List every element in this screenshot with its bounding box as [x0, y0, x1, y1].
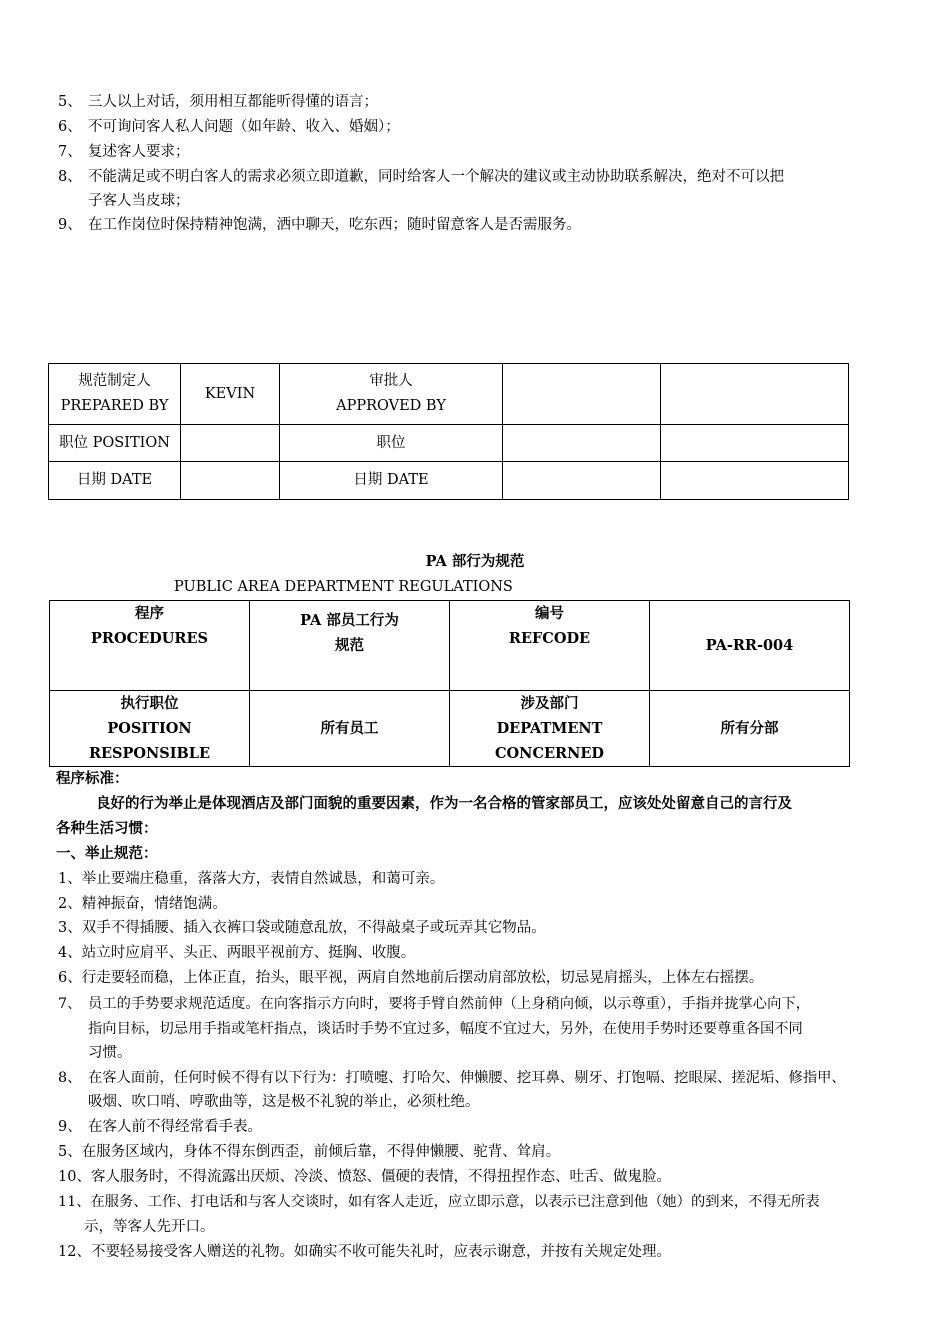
item-text: 在客人面前，任何时候不得有以下行为：打喷嚏、打哈欠、伸懒腰、挖耳鼻、剔牙、打饱嗝、挖眼屎、搓泥垢、修指甲、 — [88, 1070, 846, 1086]
item-number: 1、 — [58, 871, 82, 887]
item-text: 指向目标，切忌用手指或笔杆指点，谈话时手势不宜过多，幅度不宜过大，另外，在使用手势时还要尊重各国不同 — [88, 1021, 803, 1037]
item-text: 示，等客人先开口。 — [84, 1219, 215, 1235]
item-number: 4、 — [58, 945, 82, 961]
standards-intro-line-1: 良好的行为举止是体现酒店及部门面貌的重要因素，作为一名合格的管家部员工，应该处处留意自己的言行及 — [96, 795, 792, 812]
position-responsible-label: 执行职位 POSITION RESPONSIBLE — [50, 691, 250, 767]
approver-date-value — [503, 462, 661, 500]
item-text: 在工作岗位时保持精神饱满，洒中聊天，吃东西；随时留意客人是否需服务。 — [88, 217, 581, 233]
item-text: 站立时应肩平、头正、两眼平视前方、挺胸、收腹。 — [81, 945, 416, 961]
approver-position-value — [503, 425, 661, 462]
department-concerned-value: 所有分部 — [650, 691, 850, 767]
list-item-continuation — [88, 1019, 803, 1039]
regulation-subtitle: PUBLIC AREA DEPARTMENT REGULATIONS — [174, 579, 513, 595]
item-number: 8、 — [58, 1070, 82, 1086]
item-text: 复述客人要求； — [88, 144, 190, 160]
position-value — [181, 425, 280, 462]
prepared-by-label: 规范制定人 PREPARED BY — [49, 364, 181, 425]
procedures-label: 程序 PROCEDURES — [50, 601, 250, 691]
list-item-continuation — [84, 1217, 215, 1237]
item-number: 9、 — [58, 1119, 82, 1135]
standards-intro-line-2: 各种生活习惯： — [56, 820, 158, 837]
regulation-title: PA 部行为规范 — [425, 553, 525, 570]
item-number: 5、 — [58, 94, 82, 110]
item-text: 三人以上对话，须用相互都能听得懂的语言； — [88, 94, 378, 110]
list-item — [58, 994, 810, 1014]
list-item — [58, 117, 400, 137]
item-number: 2、 — [58, 896, 82, 912]
refcode-value: PA-RR-004 — [650, 601, 850, 691]
list-item-continuation — [88, 1043, 132, 1063]
item-text: 在客人前不得经常看手表。 — [88, 1119, 262, 1135]
approval-table — [48, 363, 849, 500]
list-item — [58, 1242, 671, 1262]
position-responsible-value: 所有员工 — [250, 691, 450, 767]
list-item — [58, 869, 444, 889]
list-item — [58, 1068, 846, 1088]
list-item — [58, 918, 546, 938]
item-number: 8、 — [58, 169, 82, 185]
list-item — [58, 215, 581, 235]
approver-date-label: 日期 DATE — [280, 462, 503, 500]
list-item — [58, 894, 227, 914]
list-item — [58, 167, 784, 187]
item-text: 精神振奋，情绪饱满。 — [81, 896, 227, 912]
item-text: 不能满足或不明白客人的需求必须立即道歉，同时给客人一个解决的建议或主动协助联系解决，绝对不可以把 — [88, 169, 784, 185]
item-number: 11、 — [58, 1194, 91, 1210]
approver-date-extra — [661, 462, 849, 500]
approver-position-label: 职位 — [280, 425, 503, 462]
item-number: 12、 — [58, 1244, 91, 1260]
list-item — [58, 943, 415, 963]
list-item-continuation — [88, 1092, 480, 1112]
item-text: 举止要端庄稳重，落落大方，表情自然诚恳，和蔼可亲。 — [81, 871, 445, 887]
item-text: 子客人当皮球； — [88, 193, 190, 209]
item-number: 7、 — [58, 144, 82, 160]
item-text: 客人服务时，不得流露出厌烦、冷淡、愤怒、僵硬的表情，不得扭捏作态、吐舌、做鬼脸。 — [90, 1169, 671, 1185]
procedure-name: PA 部员工行为 规范 — [250, 601, 450, 691]
list-item — [58, 1192, 820, 1212]
approved-by-extra-cell — [661, 364, 849, 425]
list-item — [58, 968, 763, 988]
item-number: 9、 — [58, 217, 82, 233]
section-heading: 一、举止规范： — [56, 845, 158, 862]
item-text: 习惯。 — [88, 1045, 132, 1061]
item-text: 不要轻易接受客人赠送的礼物。如确实不收可能失礼时，应表示谢意，并按有关规定处理。 — [90, 1244, 671, 1260]
date-label: 日期 DATE — [49, 462, 181, 500]
item-text: 员工的手势要求规范适度。在向客指示方向时，要将手臂自然前伸（上身稍向倾，以示尊重），手指并拢掌心向下， — [88, 996, 810, 1012]
approved-by-cell — [503, 364, 661, 425]
item-number: 5、 — [58, 1144, 82, 1160]
item-text: 在服务、工作、打电话和与客人交谈时，如有客人走近，应立即示意，以表示已注意到他（她）的到来，不得无所表 — [90, 1194, 820, 1210]
item-number: 6、 — [58, 970, 82, 986]
item-number: 7、 — [58, 996, 82, 1012]
item-number: 6、 — [58, 119, 82, 135]
refcode-label: 编号 REFCODE — [450, 601, 650, 691]
item-number: 10、 — [58, 1169, 91, 1185]
standards-heading: 程序标准： — [56, 770, 129, 787]
list-item — [58, 142, 190, 162]
item-text: 吸烟、吹口哨、哼歌曲等，这是极不礼貌的举止，必须杜绝。 — [88, 1094, 480, 1110]
approved-by-label: 审批人 APPROVED BY — [280, 364, 503, 425]
item-text: 双手不得插腰、插入衣裤口袋或随意乱放，不得敲桌子或玩弄其它物品。 — [81, 920, 546, 936]
department-concerned-label: 涉及部门 DEPATMENT CONCERNED — [450, 691, 650, 767]
list-item — [58, 1167, 671, 1187]
list-item — [58, 92, 378, 112]
date-value — [181, 462, 280, 500]
approver-position-extra — [661, 425, 849, 462]
list-item — [58, 1117, 262, 1137]
item-text: 行走要轻而稳，上体正直，抬头，眼平视，两肩自然地前后摆动肩部放松，切忌晃肩摇头，上体左右摇摆。 — [81, 970, 764, 986]
list-item-continuation — [88, 191, 190, 211]
regulation-table — [49, 600, 850, 767]
list-item — [58, 1142, 560, 1162]
item-text: 在服务区域内，身体不得东倒西歪，前倾后靠，不得伸懒腰、驼背、耸肩。 — [81, 1144, 561, 1160]
item-number: 3、 — [58, 920, 82, 936]
item-text: 不可询问客人私人问题（如年龄、收入、婚姻）； — [88, 119, 400, 135]
prepared-by-name: KEVIN — [181, 364, 280, 425]
position-label: 职位 POSITION — [49, 425, 181, 462]
